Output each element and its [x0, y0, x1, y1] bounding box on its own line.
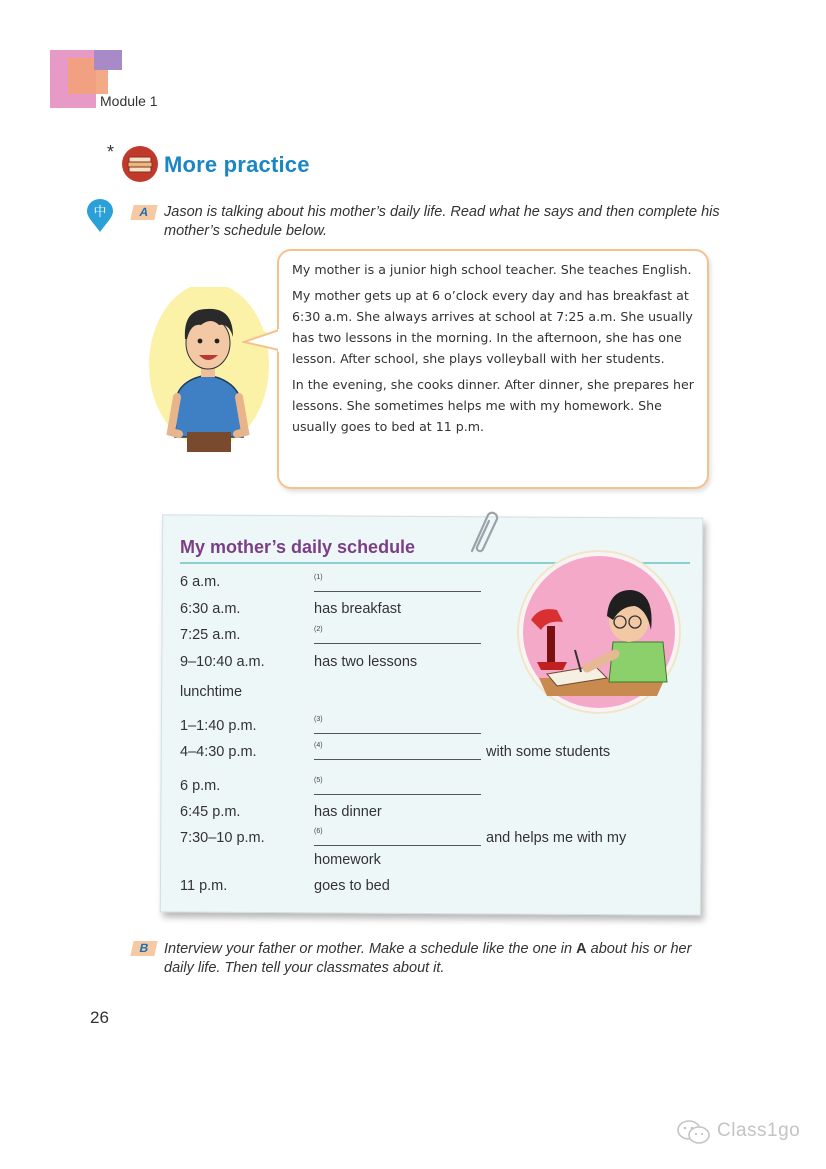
- answer-blank-3[interactable]: [314, 716, 481, 734]
- schedule-time: 6:45 p.m.: [180, 804, 241, 820]
- blank-number: (3): [314, 716, 323, 723]
- section-b-instruction: [164, 940, 724, 978]
- schedule-activity: has dinner: [314, 804, 382, 820]
- speech-bubble-tail: [242, 326, 282, 356]
- schedule-time: 6:30 a.m.: [180, 601, 241, 617]
- section-b-instruction-pre: Interview your father or mother. Make a schedule like the one in: [164, 941, 577, 957]
- page-title: More practice: [164, 152, 310, 177]
- section-b-instruction-post: about his or her daily life. Then tell your classmates about it.: [164, 941, 692, 976]
- schedule-time: 11 p.m.: [180, 878, 228, 894]
- bubble-paragraph: My mother is a junior high school teacher. She teaches English.: [292, 262, 692, 277]
- schedule-suffix: with some students: [486, 744, 611, 760]
- paperclip-icon: [462, 507, 502, 557]
- schedule-suffix: and helps me with my: [486, 830, 627, 846]
- blank-number: (5): [314, 777, 323, 784]
- books-icon: [121, 145, 159, 183]
- page-number: 26: [90, 1008, 109, 1027]
- schedule-time: 6 a.m.: [180, 574, 221, 590]
- mother-illustration: [517, 550, 681, 714]
- schedule-time: 7:25 a.m.: [180, 627, 241, 643]
- optional-asterisk: *: [107, 142, 115, 162]
- section-b-badge: B: [130, 941, 157, 956]
- schedule-activity: has two lessons: [314, 654, 418, 670]
- wechat-icon: [676, 1119, 712, 1145]
- blank-number: (4): [314, 742, 323, 749]
- speech-bubble-text: [292, 259, 696, 442]
- section-a-badge: A: [130, 205, 157, 220]
- watermark-text: Class1go: [717, 1120, 801, 1141]
- schedule-continuation: homework: [314, 852, 381, 868]
- blank-number: (1): [314, 574, 323, 581]
- answer-blank-4[interactable]: [314, 742, 481, 760]
- section-a-instruction: Jason is talking about his mother’s daily life. Read what he says and then complete his mother’s schedule below.: [164, 204, 720, 239]
- schedule-time: 1–1:40 p.m.: [180, 718, 257, 734]
- jason-illustration: [147, 287, 282, 455]
- answer-blank-2[interactable]: [314, 626, 481, 644]
- pin-glyph: 中: [93, 205, 107, 220]
- answer-blank-1[interactable]: [314, 574, 481, 592]
- chinese-pin-icon[interactable]: [86, 199, 114, 233]
- schedule-time: 6 p.m.: [180, 778, 221, 794]
- schedule-title: My mother’s daily schedule: [180, 537, 416, 557]
- schedule-activity: goes to bed: [314, 878, 390, 894]
- schedule-time: 9–10:40 a.m.: [180, 654, 265, 670]
- bubble-paragraph: In the evening, she cooks dinner. After dinner, she prepares her lessons. She sometimes helps me with my homework. She usually goes to bed at 11 p.m.: [292, 377, 694, 434]
- section-b-ref: A: [576, 941, 587, 957]
- schedule-time: lunchtime: [180, 684, 243, 700]
- module-tag-square: [94, 50, 122, 70]
- blank-number: (6): [314, 828, 323, 835]
- bubble-paragraph: My mother gets up at 6 o’clock every day and has breakfast at 6:30 a.m. She always arrives at school at 7:25 a.m. She usually has two lessons in the morning. In the afternoon, she has one lesson. After school, she plays volleyball with her students.: [292, 288, 693, 366]
- schedule-activity: has breakfast: [314, 601, 402, 617]
- blank-number: (2): [314, 626, 323, 633]
- answer-blank-6[interactable]: [314, 828, 481, 846]
- schedule-time: 4–4:30 p.m.: [180, 744, 257, 760]
- schedule-time: 7:30–10 p.m.: [180, 830, 265, 846]
- module-label: Module 1: [100, 93, 158, 109]
- answer-blank-5[interactable]: [314, 777, 481, 795]
